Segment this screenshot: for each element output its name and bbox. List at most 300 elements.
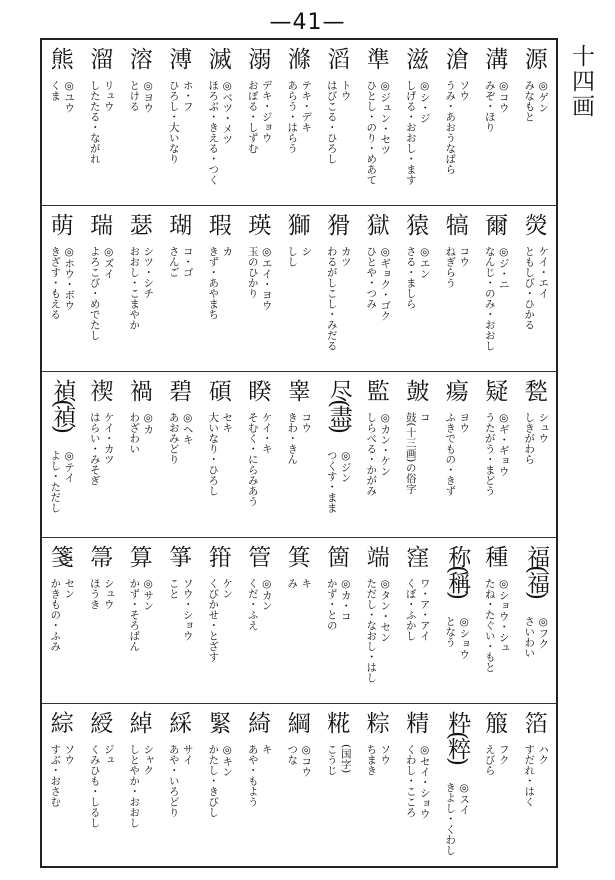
reading-line: コウ: [300, 412, 313, 433]
kanji-readings: [246, 246, 274, 311]
kanji-character: 熒: [524, 213, 548, 239]
reading-line: ◎コウ: [497, 80, 510, 113]
kanji-entry: [319, 206, 359, 370]
kanji-readings: [285, 744, 313, 777]
reading-line: ほろぶ・きえる・つく: [207, 80, 220, 185]
kanji-character: 源: [524, 47, 548, 73]
kanji-row: [42, 206, 556, 372]
kanji-readings: [48, 578, 76, 652]
kanji-entry: [398, 206, 438, 370]
kanji-entry: [517, 206, 557, 370]
reading-line: カツ: [339, 246, 352, 267]
kanji-character: 溶: [129, 47, 153, 73]
kanji-entry: [280, 704, 320, 868]
reading-line: かきもの・ふみ: [49, 578, 62, 652]
kanji-readings: [522, 80, 550, 122]
reading-line: ◎サン: [142, 578, 155, 611]
reading-line: あらう・はらう: [286, 80, 299, 154]
kanji-entry: [319, 704, 359, 868]
kanji-character: 爾: [485, 213, 509, 239]
reading-line: ◎ベツ・メツ: [221, 80, 234, 145]
kanji-readings: [483, 744, 511, 776]
kanji-character: 猿: [406, 213, 430, 239]
kanji-readings: [443, 782, 471, 856]
kanji-entry: [398, 372, 438, 536]
kanji-readings: [522, 412, 550, 465]
kanji-character: 溝: [485, 47, 509, 73]
reading-line: そむく・にらみあう: [246, 412, 259, 507]
kanji-readings: [88, 246, 116, 341]
reading-line: フク: [497, 744, 510, 765]
reading-line: ◎ギ・ギョウ: [497, 412, 510, 477]
reading-line: テキ・デキ: [300, 80, 313, 133]
kanji-character: 福(福): [523, 545, 550, 597]
reading-line: ◎エン: [418, 246, 431, 279]
reading-line: みなもと: [523, 80, 536, 122]
kanji-character: 瑚: [169, 213, 193, 239]
reading-line: くみひも・しるし: [88, 744, 101, 828]
kanji-entry: [438, 372, 478, 536]
kanji-character: 疑: [485, 379, 509, 405]
kanji-readings: [48, 450, 76, 513]
kanji-character: 箋: [50, 545, 74, 571]
kanji-character: 箒: [90, 545, 114, 571]
reading-line: くびかせ・とざす: [207, 578, 220, 662]
kanji-character: 滄: [445, 47, 469, 73]
reading-line: ◎ショウ: [458, 616, 471, 660]
kanji-readings: [522, 616, 550, 658]
reading-line: シ: [300, 246, 313, 257]
reading-line: ホ・フ: [181, 80, 194, 112]
kanji-character: 綱: [287, 711, 311, 737]
kanji-entry: [82, 40, 122, 204]
kanji-entry: [122, 704, 162, 868]
kanji-character: 綽: [129, 711, 153, 737]
kanji-readings: [483, 578, 511, 673]
kanji-readings: [206, 246, 234, 320]
kanji-readings: [206, 578, 234, 662]
kanji-entry: [201, 372, 241, 536]
kanji-character: 尽(盡): [325, 379, 352, 431]
reading-line: ◎ズイ: [102, 246, 115, 279]
kanji-readings: [404, 80, 432, 185]
reading-line: ともしび・ひかる: [523, 246, 536, 330]
reading-line: しらべる・かがみ: [365, 412, 378, 496]
kanji-entry: [201, 538, 241, 702]
kanji-entry: [359, 372, 399, 536]
reading-line: セン: [63, 578, 76, 599]
reading-line: よし・ただし: [49, 450, 62, 513]
reading-line: きず・あやまち: [207, 246, 220, 320]
kanji-table: [40, 38, 558, 868]
kanji-readings: [206, 80, 234, 185]
kanji-readings: [48, 246, 76, 320]
kanji-entry: [280, 40, 320, 204]
reading-line: おぼる・しずむ: [246, 80, 259, 154]
kanji-character: 綜: [50, 711, 74, 737]
kanji-entry: [161, 372, 201, 536]
reading-line: ◎エイ・ヨウ: [260, 246, 273, 311]
kanji-character: 禊: [90, 379, 114, 405]
kanji-entry: [161, 704, 201, 868]
kanji-readings: [48, 80, 76, 113]
reading-line: ◎ヨウ: [142, 80, 155, 113]
kanji-entry: [398, 538, 438, 702]
kanji-readings: [88, 578, 116, 610]
kanji-character: 碩: [208, 379, 232, 405]
reading-line: ◎カ: [142, 412, 155, 435]
kanji-readings: [483, 80, 511, 133]
kanji-readings: [246, 744, 274, 807]
kanji-readings: [167, 80, 195, 164]
kanji-readings: [364, 744, 392, 776]
kanji-entry: [82, 538, 122, 702]
kanji-row: [42, 704, 556, 870]
kanji-entry: [43, 704, 83, 868]
reading-line: ◎カ・コ: [339, 578, 352, 622]
kanji-character: 称(稱): [444, 545, 471, 597]
reading-line: うみ・あおうなばら: [444, 80, 457, 175]
kanji-entry: [438, 538, 478, 702]
reading-line: トウ: [339, 80, 352, 101]
reading-line: ◎ユウ: [63, 80, 76, 113]
reading-line: コウ: [458, 246, 471, 267]
kanji-character: 猾: [327, 213, 351, 239]
kanji-entry: [43, 40, 83, 204]
reading-line: シュウ: [102, 578, 115, 610]
reading-line: ひとし・のり・めあて: [365, 80, 378, 185]
kanji-row: [42, 372, 556, 538]
reading-line: はびこる・ひろし: [325, 80, 338, 164]
reading-line: はらい・みそぎ: [88, 412, 101, 486]
reading-line: ひとや・つみ: [365, 246, 378, 309]
reading-line: 鼓(十三画)の俗字: [404, 412, 417, 494]
reading-line: つくす・まま: [325, 450, 338, 513]
reading-line: ◎ジン: [339, 450, 352, 483]
kanji-entry: [280, 372, 320, 536]
reading-line: ◎キン: [221, 744, 234, 777]
reading-line: きわ・きん: [286, 412, 299, 465]
kanji-entry: [43, 206, 83, 370]
kanji-entry: [477, 704, 517, 868]
kanji-readings: [88, 412, 116, 486]
kanji-readings: [325, 80, 353, 164]
kanji-entry: [201, 40, 241, 204]
kanji-character: 窪: [406, 545, 430, 571]
kanji-readings: [167, 246, 195, 278]
reading-line: ◎スイ: [458, 782, 471, 815]
kanji-character: 箏: [169, 545, 193, 571]
kanji-character: 糀: [327, 711, 351, 737]
reading-line: こうじ: [325, 744, 338, 776]
kanji-entry: [240, 40, 280, 204]
kanji-character: 緊: [208, 711, 232, 737]
reading-line: ケイ・カツ: [102, 412, 115, 465]
reading-line: み: [286, 578, 299, 589]
kanji-character: 箝: [208, 545, 232, 571]
kanji-character: 犒: [445, 213, 469, 239]
kanji-readings: [167, 744, 195, 818]
reading-line: なんじ・のみ・おおし: [483, 246, 496, 351]
kanji-readings: [206, 744, 234, 818]
kanji-readings: [364, 246, 392, 321]
kanji-character: 箙: [485, 711, 509, 737]
reading-line: シュウ: [537, 412, 550, 444]
reading-line: ◎ショウ・シュ: [497, 578, 510, 653]
reading-line: ◎ギョク・ゴク: [379, 246, 392, 321]
kanji-readings: [404, 412, 432, 494]
kanji-readings: [127, 744, 155, 828]
reading-line: さる・ましら: [404, 246, 417, 309]
reading-line: ケン: [221, 578, 234, 599]
kanji-readings: [127, 246, 155, 330]
reading-line: リュウ: [102, 80, 115, 112]
kanji-character: 溺: [248, 47, 272, 73]
kanji-entry: [438, 704, 478, 868]
reading-line: しげる・おおし・ます: [404, 80, 417, 185]
reading-line: かず・そろばん: [128, 578, 141, 652]
reading-line: ◎ホウ・ボウ: [63, 246, 76, 311]
kanji-character: 溜: [90, 47, 114, 73]
reading-line: わざわい: [128, 412, 141, 454]
reading-line: あおみどり: [167, 412, 180, 465]
reading-line: さんご: [167, 246, 180, 278]
kanji-readings: [285, 246, 313, 267]
reading-line: ヨウ: [458, 412, 471, 433]
reading-line: きざす・もえる: [49, 246, 62, 320]
kanji-readings: [522, 246, 550, 330]
reading-line: ちまき: [365, 744, 378, 776]
reading-line: ◎ジ・ニ: [497, 246, 510, 290]
kanji-entry: [280, 538, 320, 702]
kanji-character: 粋(粹): [444, 711, 471, 763]
kanji-character: 綵: [169, 711, 193, 737]
kanji-character: 瑛: [248, 213, 272, 239]
kanji-entry: [319, 372, 359, 536]
kanji-character: 綺: [248, 711, 272, 737]
kanji-readings: [404, 246, 432, 309]
kanji-character: 箔: [524, 711, 548, 737]
kanji-character: 種: [485, 545, 509, 571]
reading-line: ◎ゲン: [537, 80, 550, 113]
kanji-entry: [43, 372, 83, 536]
kanji-readings: [364, 80, 392, 185]
reading-line: すだれ・はく: [523, 744, 536, 807]
kanji-readings: [285, 412, 313, 465]
reading-line: ◎セイ・ショウ: [418, 744, 431, 819]
kanji-entry: [201, 704, 241, 868]
kanji-readings: [167, 412, 195, 465]
kanji-entry: [122, 538, 162, 702]
page-number: —41—: [269, 10, 346, 35]
kanji-readings: [325, 578, 353, 631]
reading-line: ワ・ア・アイ: [418, 578, 431, 641]
kanji-entry: [359, 40, 399, 204]
kanji-entry: [517, 704, 557, 868]
reading-line: ◎カン: [260, 578, 273, 611]
reading-line: ◎タン・セン: [379, 578, 392, 643]
reading-line: さいわい: [523, 616, 536, 658]
reading-line: ほうき: [88, 578, 101, 610]
reading-line: シャク: [142, 744, 155, 776]
kanji-character: 睾: [287, 379, 311, 405]
kanji-character: 瑟: [129, 213, 153, 239]
kanji-readings: [127, 80, 155, 113]
reading-line: ◎カン・ケン: [379, 412, 392, 477]
reading-line: あや・いろどり: [167, 744, 180, 818]
reading-line: デキ・ジョウ: [260, 80, 273, 143]
reading-line: とける: [128, 80, 141, 112]
kanji-character: 瑕: [208, 213, 232, 239]
kanji-entry: [280, 206, 320, 370]
reading-line: しし: [286, 246, 299, 267]
reading-line: すぶ・おさむ: [49, 744, 62, 807]
reading-line: (国字): [339, 744, 352, 774]
kanji-character: 滋: [406, 47, 430, 73]
reading-line: つな: [286, 744, 299, 765]
reading-line: ◎ジュン・セツ: [379, 80, 392, 155]
kanji-entry: [240, 704, 280, 868]
kanji-character: 獄: [366, 213, 390, 239]
reading-line: ケイ・キ: [260, 412, 273, 454]
kanji-readings: [483, 246, 511, 351]
kanji-readings: [285, 80, 313, 154]
kanji-readings: [285, 578, 313, 589]
kanji-readings: [325, 744, 353, 776]
kanji-readings: [167, 578, 195, 641]
kanji-character: 算: [129, 545, 153, 571]
kanji-entry: [161, 206, 201, 370]
reading-line: よろこび・めでたし: [88, 246, 101, 341]
kanji-character: 滅: [208, 47, 232, 73]
kanji-entry: [240, 538, 280, 702]
kanji-readings: [325, 246, 353, 351]
reading-line: ソウ・ショウ: [181, 578, 194, 641]
reading-line: シツ・シチ: [142, 246, 155, 299]
kanji-character: 箇: [327, 545, 351, 571]
kanji-entry: [398, 40, 438, 204]
reading-line: わるがしこし・みだる: [325, 246, 338, 351]
kanji-entry: [43, 538, 83, 702]
reading-line: ◎シ・ジ: [418, 80, 431, 124]
kanji-character: 精: [406, 711, 430, 737]
kanji-readings: [483, 412, 511, 496]
kanji-entry: [82, 206, 122, 370]
reading-line: カ: [221, 246, 234, 257]
reading-line: あや・もよう: [246, 744, 259, 807]
kanji-entry: [477, 538, 517, 702]
reading-line: みぞ・ほり: [483, 80, 496, 133]
kanji-entry: [240, 206, 280, 370]
kanji-readings: [443, 246, 471, 288]
kanji-entry: [477, 372, 517, 536]
reading-line: ケイ・エイ: [537, 246, 550, 299]
kanji-character: 箕: [287, 545, 311, 571]
kanji-entry: [161, 40, 201, 204]
reading-line: ジュ: [102, 744, 115, 765]
kanji-character: 睽: [248, 379, 272, 405]
kanji-character: 準: [366, 47, 390, 73]
kanji-entry: [122, 372, 162, 536]
reading-line: したたる・ながれ: [88, 80, 101, 164]
kanji-entry: [359, 206, 399, 370]
kanji-character: 禍: [129, 379, 153, 405]
reading-line: ◎テイ: [63, 450, 76, 483]
kanji-entry: [319, 40, 359, 204]
reading-line: 大いなり・ひろし: [207, 412, 220, 496]
reading-line: おおし・こまやか: [128, 246, 141, 330]
kanji-entry: [82, 704, 122, 868]
kanji-readings: [522, 744, 550, 807]
reading-line: ◎フク: [537, 616, 550, 649]
reading-line: くぼ・ふかし: [404, 578, 417, 641]
reading-line: ひろし・大いなり: [167, 80, 180, 164]
kanji-readings: [404, 744, 432, 819]
kanji-readings: [443, 616, 471, 660]
kanji-readings: [364, 578, 392, 683]
kanji-character: 管: [248, 545, 272, 571]
kanji-readings: [364, 412, 392, 496]
reading-line: ねぎらう: [444, 246, 457, 288]
kanji-entry: [398, 704, 438, 868]
kanji-readings: [127, 412, 155, 454]
kanji-row: [42, 40, 556, 206]
kanji-entry: [438, 40, 478, 204]
reading-line: ◎コウ: [300, 744, 313, 777]
reading-line: ◎ヘキ: [181, 412, 194, 445]
kanji-readings: [443, 412, 471, 496]
kanji-readings: [206, 412, 234, 496]
kanji-entry: [122, 40, 162, 204]
kanji-entry: [201, 206, 241, 370]
kanji-readings: [246, 80, 274, 154]
reading-line: セキ: [221, 412, 234, 433]
kanji-entry: [359, 538, 399, 702]
kanji-entry: [517, 372, 557, 536]
reading-line: となう: [444, 616, 457, 648]
reading-line: ソウ: [63, 744, 76, 765]
stroke-count-label: 十四画: [568, 44, 594, 119]
kanji-character: 熊: [50, 47, 74, 73]
kanji-entry: [240, 372, 280, 536]
kanji-character: 瑞: [90, 213, 114, 239]
reading-line: うたがう・まどう: [483, 412, 496, 496]
kanji-readings: [443, 80, 471, 175]
kanji-character: 滌: [287, 47, 311, 73]
kanji-character: 碧: [169, 379, 193, 405]
reading-line: ソウ: [379, 744, 392, 765]
kanji-character: 監: [366, 379, 390, 405]
reading-line: キ: [300, 578, 313, 589]
kanji-entry: [359, 704, 399, 868]
reading-line: ソウ: [458, 80, 471, 101]
reading-line: コ: [418, 412, 431, 423]
kanji-readings: [88, 744, 116, 828]
kanji-entry: [122, 206, 162, 370]
reading-line: えびら: [483, 744, 496, 776]
kanji-character: 滔: [327, 47, 351, 73]
kanji-character: 端: [366, 545, 390, 571]
reading-line: サイ: [181, 744, 194, 765]
kanji-readings: [246, 578, 274, 631]
reading-line: ハク: [537, 744, 550, 765]
kanji-character: 甃: [524, 379, 548, 405]
kanji-readings: [88, 80, 116, 164]
kanji-entry: [477, 40, 517, 204]
kanji-character: 瘍: [445, 379, 469, 405]
kanji-character: 萌: [50, 213, 74, 239]
kanji-entry: [477, 206, 517, 370]
